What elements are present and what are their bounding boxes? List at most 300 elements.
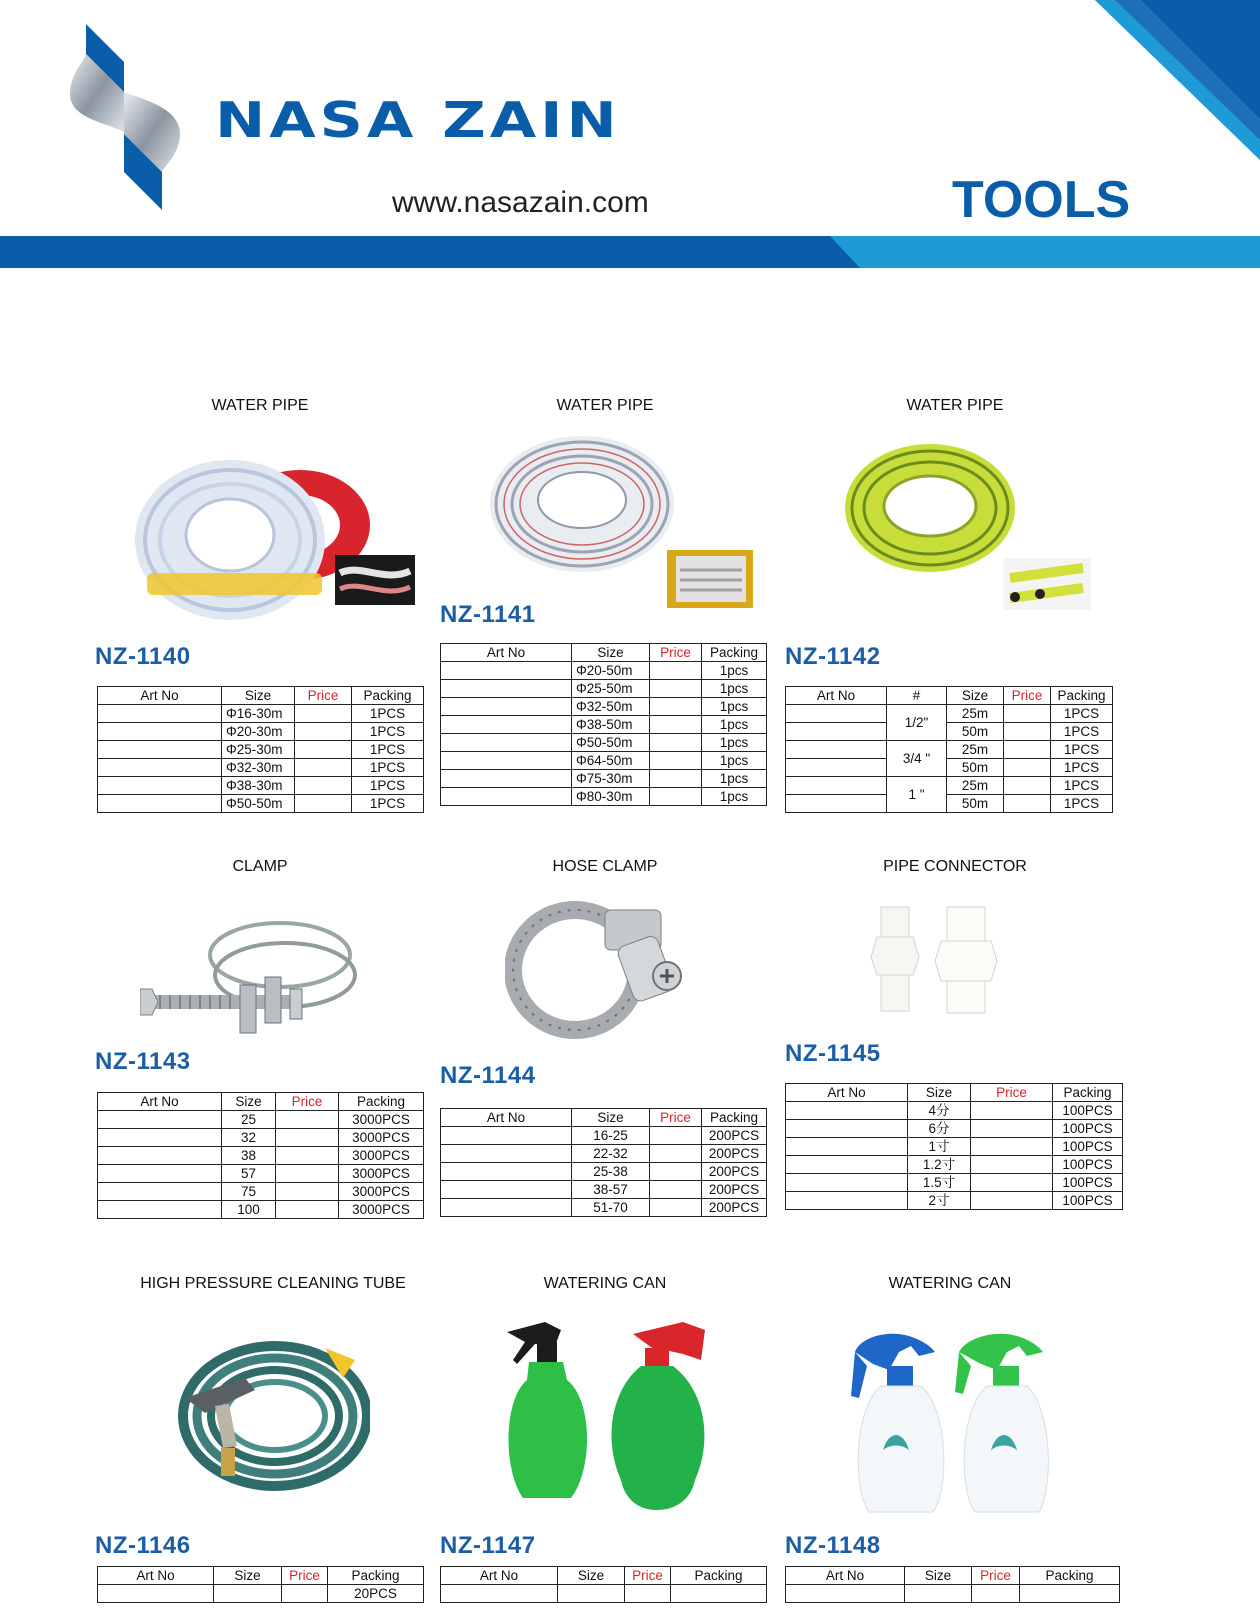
- price-cell: [295, 777, 352, 795]
- column-header-size: Size: [905, 1567, 972, 1585]
- section-title: HOSE CLAMP: [552, 858, 658, 875]
- column-header-price: Price: [625, 1567, 671, 1585]
- spec-table-nz-1140: [97, 686, 424, 813]
- art-no-cell: [441, 788, 572, 806]
- packing-cell: 1pcs: [702, 788, 767, 806]
- art-no-cell: [441, 770, 572, 788]
- size-cell: Φ64-50m: [572, 752, 650, 770]
- table-row: [98, 705, 424, 723]
- size-cell: 50m: [947, 795, 1004, 813]
- table-row: [98, 1183, 424, 1201]
- price-cell: [650, 1127, 702, 1145]
- size-cell: 38-57: [572, 1181, 650, 1199]
- table-row: [441, 752, 767, 770]
- table-row: [98, 1165, 424, 1183]
- size-cell: 50m: [947, 759, 1004, 777]
- product-code: NZ-1143: [95, 1048, 191, 1075]
- price-cell: [276, 1165, 339, 1183]
- packing-cell: 3000PCS: [339, 1201, 424, 1219]
- art-no-cell: [786, 1120, 908, 1138]
- size-cell: [214, 1585, 282, 1603]
- table-header-row: [786, 1567, 1120, 1585]
- spec-table-nz-1142: [785, 686, 1113, 813]
- packing-cell: 100PCS: [1053, 1138, 1123, 1156]
- packing-cell: 3000PCS: [339, 1165, 424, 1183]
- size-cell: 25m: [947, 741, 1004, 759]
- art-no-cell: [98, 723, 222, 741]
- price-cell: [650, 770, 702, 788]
- packing-cell: 100PCS: [1053, 1102, 1123, 1120]
- table-header-row: [786, 687, 1113, 705]
- hose-clamp-icon: [505, 900, 695, 1040]
- size-cell: 75: [222, 1183, 276, 1201]
- table-row: [786, 1138, 1123, 1156]
- size-cell: 50m: [947, 723, 1004, 741]
- packing-cell: 1pcs: [702, 662, 767, 680]
- column-header-size: Size: [572, 644, 650, 662]
- clear-hose-roll-icon: [490, 432, 760, 612]
- price-cell: [276, 1147, 339, 1165]
- art-no-cell: [98, 1147, 222, 1165]
- table-row: [786, 1192, 1123, 1210]
- table-row: [786, 777, 1113, 795]
- table-row: [441, 788, 767, 806]
- size-cell: 4分: [908, 1102, 971, 1120]
- size-cell: 57: [222, 1165, 276, 1183]
- column-header-packing: Packing: [339, 1093, 424, 1111]
- product-code: NZ-1142: [785, 643, 881, 670]
- price-cell: [1004, 759, 1051, 777]
- product-code: NZ-1140: [95, 643, 191, 670]
- spec-table-body: [786, 1084, 1123, 1210]
- spec-table-nz-1144: [440, 1108, 767, 1217]
- table-row: [98, 723, 424, 741]
- price-cell: [971, 1156, 1053, 1174]
- spec-table-nz-1148: [785, 1566, 1120, 1603]
- table-row: [441, 698, 767, 716]
- art-no-cell: [441, 716, 572, 734]
- pressure-hose-gun-icon: [165, 1338, 370, 1493]
- table-row: [441, 662, 767, 680]
- website-url[interactable]: www.nasazain.com: [392, 186, 649, 219]
- packing-cell: 100PCS: [1053, 1120, 1123, 1138]
- size-cell: Φ80-30m: [572, 788, 650, 806]
- spec-table-body: [786, 687, 1113, 813]
- table-row: [98, 795, 424, 813]
- table-row: [786, 723, 1113, 741]
- price-cell: [650, 752, 702, 770]
- art-no-cell: [98, 1111, 222, 1129]
- section-title: WATER PIPE: [556, 397, 654, 414]
- column-header-packing: Packing: [1053, 1084, 1123, 1102]
- table-row: [98, 759, 424, 777]
- price-cell: [282, 1585, 328, 1603]
- packing-cell: 100PCS: [1053, 1156, 1123, 1174]
- size-cell: 51-70: [572, 1199, 650, 1217]
- price-cell: [625, 1585, 671, 1603]
- packing-cell: 1PCS: [352, 705, 424, 723]
- column-header-size: Size: [572, 1109, 650, 1127]
- art-no-cell: [786, 777, 887, 795]
- column-header-size: Size: [558, 1567, 625, 1585]
- column-header-hash: #: [887, 687, 947, 705]
- art-no-cell: [441, 1181, 572, 1199]
- price-cell: [650, 662, 702, 680]
- packing-cell: 1pcs: [702, 770, 767, 788]
- art-no-cell: [786, 1156, 908, 1174]
- art-no-cell: [786, 1138, 908, 1156]
- table-row: [786, 1174, 1123, 1192]
- spec-table-body: [98, 1567, 424, 1603]
- price-cell: [276, 1201, 339, 1219]
- product-code: NZ-1147: [440, 1532, 536, 1559]
- packing-cell: 1pcs: [702, 734, 767, 752]
- table-header-row: [441, 644, 767, 662]
- price-cell: [276, 1183, 339, 1201]
- table-row: [441, 1199, 767, 1217]
- size-cell: Φ20-50m: [572, 662, 650, 680]
- packing-cell: 1pcs: [702, 716, 767, 734]
- packing-cell: 200PCS: [702, 1199, 767, 1217]
- art-no-cell: [786, 741, 887, 759]
- brand-name: NASA ZAIN: [215, 92, 621, 150]
- art-no-cell: [98, 1129, 222, 1147]
- product-code: NZ-1144: [440, 1062, 536, 1089]
- price-cell: [276, 1111, 339, 1129]
- art-no-cell: [98, 741, 222, 759]
- size-cell: 1.5寸: [908, 1174, 971, 1192]
- price-cell: [295, 795, 352, 813]
- table-header-row: [786, 1084, 1123, 1102]
- spec-table-nz-1147: [440, 1566, 767, 1603]
- column-header-price: Price: [276, 1093, 339, 1111]
- pipe-connector-icon: [855, 905, 1025, 1025]
- packing-cell: [1020, 1585, 1120, 1603]
- table-row: [98, 1111, 424, 1129]
- table-row: [441, 680, 767, 698]
- art-no-cell: [786, 759, 887, 777]
- packing-cell: 1PCS: [1051, 705, 1113, 723]
- column-header-packing: Packing: [352, 687, 424, 705]
- packing-cell: 1pcs: [702, 752, 767, 770]
- table-row: [786, 1156, 1123, 1174]
- packing-cell: 200PCS: [702, 1145, 767, 1163]
- price-cell: [1004, 705, 1051, 723]
- header-band: [0, 236, 1260, 268]
- size-cell: 16-25: [572, 1127, 650, 1145]
- packing-cell: 1PCS: [352, 723, 424, 741]
- size-cell: Φ32-30m: [222, 759, 295, 777]
- size-cell: 32: [222, 1129, 276, 1147]
- art-no-cell: [441, 662, 572, 680]
- green-spray-bottle-icon: [505, 1320, 715, 1515]
- price-cell: [295, 705, 352, 723]
- price-cell: [276, 1129, 339, 1147]
- price-cell: [650, 734, 702, 752]
- art-no-cell: [786, 705, 887, 723]
- column-header-packing: Packing: [671, 1567, 767, 1585]
- section-title: PIPE CONNECTOR: [883, 858, 1027, 875]
- column-header-size: Size: [214, 1567, 282, 1585]
- column-header-art_no: Art No: [441, 1567, 558, 1585]
- table-row: [441, 1163, 767, 1181]
- packing-cell: 1PCS: [352, 741, 424, 759]
- column-header-art_no: Art No: [98, 687, 222, 705]
- packing-cell: 100PCS: [1053, 1192, 1123, 1210]
- product-code: NZ-1146: [95, 1532, 191, 1559]
- price-cell: [650, 716, 702, 734]
- product-code: NZ-1148: [785, 1532, 881, 1559]
- table-header-row: [98, 687, 424, 705]
- price-cell: [650, 1145, 702, 1163]
- column-header-price: Price: [972, 1567, 1020, 1585]
- art-no-cell: [98, 1201, 222, 1219]
- table-row: [98, 1585, 424, 1603]
- packing-cell: 1pcs: [702, 698, 767, 716]
- price-cell: [295, 759, 352, 777]
- section-title: WATER PIPE: [906, 397, 1004, 414]
- price-cell: [1004, 795, 1051, 813]
- column-header-price: Price: [282, 1567, 328, 1585]
- art-no-cell: [786, 1174, 908, 1192]
- packing-cell: 1PCS: [352, 795, 424, 813]
- art-no-cell: [441, 1199, 572, 1217]
- spec-table-body: [441, 1567, 767, 1603]
- art-no-cell: [786, 1102, 908, 1120]
- column-header-art_no: Art No: [98, 1567, 214, 1585]
- table-row: [786, 759, 1113, 777]
- size-cell: [558, 1585, 625, 1603]
- art-no-cell: [441, 698, 572, 716]
- spec-table-body: [786, 1567, 1120, 1603]
- packing-cell: 100PCS: [1053, 1174, 1123, 1192]
- spec-table-body: [98, 1093, 424, 1219]
- packing-cell: 3000PCS: [339, 1147, 424, 1165]
- art-no-cell: [441, 1163, 572, 1181]
- size-cell: Φ20-30m: [222, 723, 295, 741]
- column-header-price: Price: [971, 1084, 1053, 1102]
- packing-cell: 3000PCS: [339, 1183, 424, 1201]
- art-no-cell: [441, 734, 572, 752]
- packing-cell: 1PCS: [1051, 795, 1113, 813]
- art-no-cell: [98, 759, 222, 777]
- price-cell: [971, 1102, 1053, 1120]
- packing-cell: 20PCS: [328, 1585, 424, 1603]
- size-cell: 25-38: [572, 1163, 650, 1181]
- art-no-cell: [98, 705, 222, 723]
- table-row: [441, 1145, 767, 1163]
- column-header-packing: Packing: [1020, 1567, 1120, 1585]
- table-header-row: [98, 1567, 424, 1585]
- column-header-price: Price: [295, 687, 352, 705]
- column-header-packing: Packing: [702, 1109, 767, 1127]
- size-group-cell: 1/2": [887, 705, 947, 741]
- size-group-cell: 1 ": [887, 777, 947, 813]
- table-row: [786, 1120, 1123, 1138]
- packing-cell: 1pcs: [702, 680, 767, 698]
- art-no-cell: [786, 1585, 905, 1603]
- packing-cell: 200PCS: [702, 1181, 767, 1199]
- column-header-price: Price: [650, 644, 702, 662]
- packing-cell: 1PCS: [1051, 759, 1113, 777]
- price-cell: [1004, 777, 1051, 795]
- price-cell: [650, 1199, 702, 1217]
- price-cell: [650, 698, 702, 716]
- art-no-cell: [98, 795, 222, 813]
- page-title: TOOLS: [952, 171, 1131, 229]
- art-no-cell: [441, 752, 572, 770]
- size-cell: Φ50-50m: [572, 734, 650, 752]
- section-title: WATERING CAN: [543, 1275, 667, 1292]
- art-no-cell: [98, 1585, 214, 1603]
- table-row: [786, 741, 1113, 759]
- packing-cell: 1PCS: [1051, 777, 1113, 795]
- size-cell: 1.2寸: [908, 1156, 971, 1174]
- packing-cell: 1PCS: [352, 759, 424, 777]
- column-header-packing: Packing: [702, 644, 767, 662]
- size-cell: 25m: [947, 705, 1004, 723]
- packing-cell: 1PCS: [352, 777, 424, 795]
- table-row: [441, 770, 767, 788]
- spec-table-nz-1146: [97, 1566, 424, 1603]
- packing-cell: 1PCS: [1051, 741, 1113, 759]
- size-cell: Φ75-30m: [572, 770, 650, 788]
- column-header-packing: Packing: [1051, 687, 1113, 705]
- column-header-size: Size: [947, 687, 1004, 705]
- price-cell: [971, 1120, 1053, 1138]
- table-row: [98, 1201, 424, 1219]
- table-header-row: [441, 1109, 767, 1127]
- price-cell: [295, 723, 352, 741]
- section-title: WATERING CAN: [888, 1275, 1012, 1292]
- corner-stripe-decoration: [1095, 0, 1260, 160]
- section-title: CLAMP: [232, 858, 288, 875]
- column-header-art_no: Art No: [441, 1109, 572, 1127]
- size-group-cell: 3/4 ": [887, 741, 947, 777]
- price-cell: [650, 1181, 702, 1199]
- size-cell: Φ32-50m: [572, 698, 650, 716]
- size-cell: 1寸: [908, 1138, 971, 1156]
- spec-table-nz-1145: [785, 1083, 1123, 1210]
- art-no-cell: [441, 1145, 572, 1163]
- column-header-size: Size: [908, 1084, 971, 1102]
- packing-cell: [671, 1585, 767, 1603]
- table-row: [786, 705, 1113, 723]
- table-row: [441, 1181, 767, 1199]
- column-header-art_no: Art No: [786, 687, 887, 705]
- price-cell: [972, 1585, 1020, 1603]
- spec-table-body: [441, 644, 767, 806]
- size-cell: Φ25-30m: [222, 741, 295, 759]
- column-header-price: Price: [1004, 687, 1051, 705]
- price-cell: [295, 741, 352, 759]
- packing-cell: 3000PCS: [339, 1129, 424, 1147]
- packing-cell: 200PCS: [702, 1127, 767, 1145]
- packing-cell: 200PCS: [702, 1163, 767, 1181]
- price-cell: [971, 1174, 1053, 1192]
- column-header-art_no: Art No: [441, 644, 572, 662]
- spec-table-body: [98, 687, 424, 813]
- size-cell: 6分: [908, 1120, 971, 1138]
- art-no-cell: [98, 777, 222, 795]
- art-no-cell: [786, 1192, 908, 1210]
- table-row: [98, 741, 424, 759]
- art-no-cell: [441, 1127, 572, 1145]
- table-row: [441, 716, 767, 734]
- size-cell: 100: [222, 1201, 276, 1219]
- packing-cell: 3000PCS: [339, 1111, 424, 1129]
- packing-cell: 1PCS: [1051, 723, 1113, 741]
- column-header-price: Price: [650, 1109, 702, 1127]
- size-cell: 22-32: [572, 1145, 650, 1163]
- column-header-size: Size: [222, 687, 295, 705]
- price-cell: [1004, 741, 1051, 759]
- spec-table-nz-1143: [97, 1092, 424, 1219]
- price-cell: [650, 788, 702, 806]
- size-cell: Φ50-50m: [222, 795, 295, 813]
- table-row: [441, 1127, 767, 1145]
- product-code: NZ-1141: [440, 601, 536, 628]
- art-no-cell: [98, 1183, 222, 1201]
- table-header-row: [441, 1567, 767, 1585]
- size-cell: 25: [222, 1111, 276, 1129]
- pvc-hose-roll-icon: [135, 455, 425, 625]
- spec-table-nz-1141: [440, 643, 767, 806]
- price-cell: [650, 680, 702, 698]
- size-cell: 2寸: [908, 1192, 971, 1210]
- table-row: [98, 1147, 424, 1165]
- price-cell: [971, 1192, 1053, 1210]
- art-no-cell: [441, 680, 572, 698]
- table-row: [98, 777, 424, 795]
- size-cell: Φ38-30m: [222, 777, 295, 795]
- spec-table-body: [441, 1109, 767, 1217]
- price-cell: [971, 1138, 1053, 1156]
- size-cell: Φ38-50m: [572, 716, 650, 734]
- size-cell: Φ16-30m: [222, 705, 295, 723]
- price-cell: [650, 1163, 702, 1181]
- column-header-art_no: Art No: [786, 1084, 908, 1102]
- table-row: [786, 795, 1113, 813]
- column-header-art_no: Art No: [786, 1567, 905, 1585]
- art-no-cell: [98, 1165, 222, 1183]
- section-title: HIGH PRESSURE CLEANING TUBE: [140, 1275, 406, 1292]
- table-row: [786, 1585, 1120, 1603]
- table-row: [441, 1585, 767, 1603]
- table-header-row: [98, 1093, 424, 1111]
- brand-logo-icon: [64, 22, 184, 212]
- size-cell: [905, 1585, 972, 1603]
- wire-clamp-icon: [140, 915, 370, 1055]
- yellow-garden-hose-icon: [845, 440, 1095, 620]
- table-row: [786, 1102, 1123, 1120]
- art-no-cell: [786, 795, 887, 813]
- column-header-art_no: Art No: [98, 1093, 222, 1111]
- pressure-sprayer-icon: [845, 1330, 1055, 1520]
- art-no-cell: [786, 723, 887, 741]
- column-header-size: Size: [222, 1093, 276, 1111]
- table-row: [441, 734, 767, 752]
- section-title: WATER PIPE: [211, 397, 309, 414]
- table-row: [98, 1129, 424, 1147]
- size-cell: 38: [222, 1147, 276, 1165]
- size-cell: 25m: [947, 777, 1004, 795]
- price-cell: [1004, 723, 1051, 741]
- size-cell: Φ25-50m: [572, 680, 650, 698]
- column-header-packing: Packing: [328, 1567, 424, 1585]
- product-code: NZ-1145: [785, 1040, 881, 1067]
- art-no-cell: [441, 1585, 558, 1603]
